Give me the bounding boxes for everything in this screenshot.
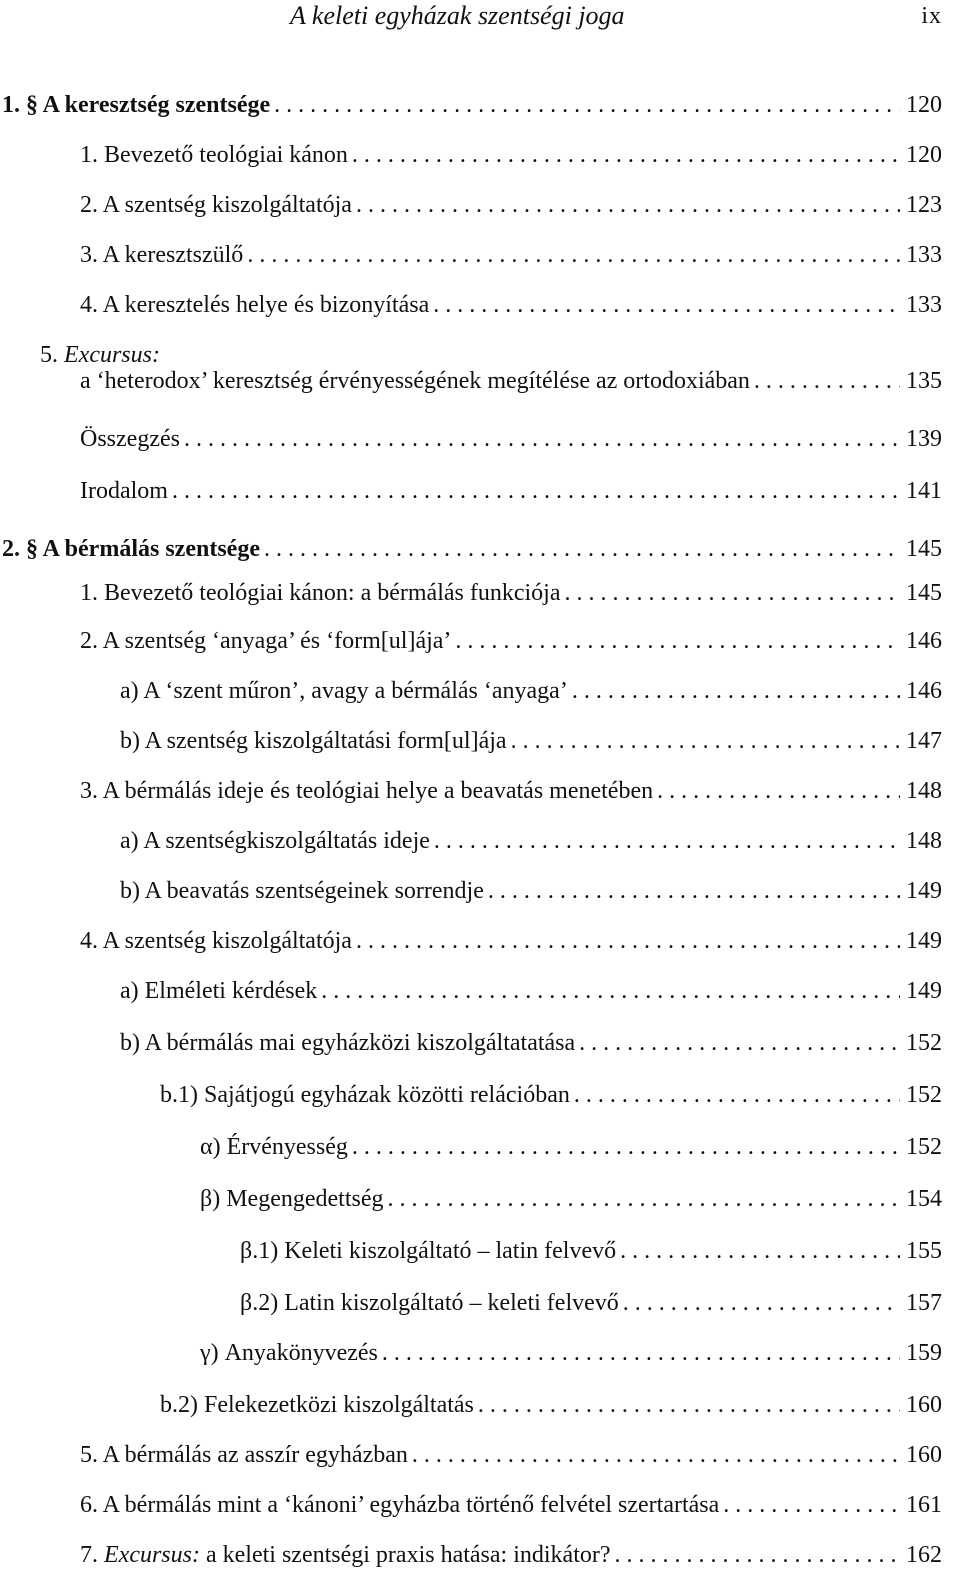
toc-entry-label: 2. § A bérmálás szentsége (2, 536, 260, 562)
toc-page-number: 147 (906, 728, 942, 754)
toc-entry-label: b) A bérmálás mai egyházközi kiszolgáltatatása (120, 1030, 576, 1056)
toc-entry[interactable] (0, 1026, 960, 1060)
toc-leader-dots (455, 624, 900, 658)
toc-entry-label: α) Érvényesség (200, 1134, 348, 1160)
toc-page-number: 160 (906, 1392, 942, 1418)
toc-entry-row (80, 288, 942, 322)
toc-page-number: 152 (906, 1082, 942, 1108)
toc-entry[interactable] (0, 532, 960, 566)
toc-leader-dots (321, 974, 900, 1008)
toc-leader-dots (352, 1130, 900, 1164)
toc-entry[interactable] (0, 1438, 960, 1472)
toc-page-number: 148 (906, 778, 942, 804)
toc-entry-row (80, 1438, 942, 1472)
toc-entry[interactable] (0, 974, 960, 1008)
toc-leader-dots (574, 1078, 900, 1112)
toc-entry-label: a) Elméleti kérdések (120, 978, 318, 1004)
toc-entry-label: 3. A bérmálás ideje és teológiai helye a beavatás menetében (80, 778, 654, 804)
toc-entry-row (80, 624, 942, 658)
toc-page-number: 146 (906, 678, 942, 704)
toc-entry[interactable] (0, 188, 960, 222)
toc-entry[interactable] (0, 576, 960, 610)
toc-entry-row (120, 824, 942, 858)
toc-entry-label: β.1) Keleti kiszolgáltató – latin felvevő (240, 1238, 617, 1264)
toc-entry[interactable] (0, 1336, 960, 1370)
toc-entry-row (80, 576, 942, 610)
toc-entry-label: 5. A bérmálás az asszír egyházban (80, 1442, 408, 1468)
toc-leader-dots (387, 1182, 900, 1216)
toc-entry-row (2, 532, 942, 566)
toc-page-number: 152 (906, 1134, 942, 1160)
toc-entry[interactable] (0, 624, 960, 658)
toc-leader-dots (615, 1538, 900, 1572)
toc-entry[interactable] (0, 288, 960, 322)
toc-leader-dots (264, 532, 900, 566)
toc-leader-dots (172, 474, 900, 508)
toc-entry-label: 6. A bérmálás mint a ‘kánoni’ egyházba történő felvétel szertartása (80, 1492, 720, 1518)
toc-page-number: 149 (906, 878, 942, 904)
toc-entry-row (80, 238, 942, 272)
toc-page-number: 145 (906, 580, 942, 606)
toc-page-number: 133 (906, 242, 942, 268)
toc-leader-dots (623, 1286, 900, 1320)
toc-entry[interactable] (0, 1130, 960, 1164)
toc-leader-dots (754, 364, 900, 398)
toc-entry-row (120, 1026, 942, 1060)
toc-entry-label: a) A ‘szent műron’, avagy a bérmálás ‘anyaga’ (120, 678, 568, 704)
toc-entry-row (2, 88, 942, 122)
toc-entry-label: a ‘heterodox’ keresztség érvényességének megítélése az ortodoxiában (80, 368, 750, 394)
toc-entry-label: β.2) Latin kiszolgáltató – keleti felvevő (240, 1290, 619, 1316)
toc-leader-dots (434, 824, 900, 858)
toc-entry-label: γ) Anyakönyvezés (200, 1340, 378, 1366)
toc-entry-row (240, 1234, 942, 1268)
toc-entry[interactable] (0, 422, 960, 456)
toc-entry-label: 4. A keresztelés helye és bizonyítása (80, 292, 430, 318)
toc-entry[interactable] (0, 924, 960, 958)
toc-page-number: 157 (906, 1290, 942, 1316)
toc-entry-row (200, 1336, 942, 1370)
excursus-heading-italic: Excursus: (64, 342, 160, 368)
toc-page-number: 120 (906, 92, 942, 118)
toc-page-number: 135 (906, 368, 942, 394)
toc-page-number: 152 (906, 1030, 942, 1056)
toc-page-number: 141 (906, 478, 942, 504)
toc-entry[interactable] (0, 1286, 960, 1320)
toc-entry-label: Összegzés (80, 426, 180, 452)
toc-entry-row (80, 422, 942, 456)
toc-entry-label: β) Megengedettség (200, 1186, 384, 1212)
toc-entry-row (80, 1538, 942, 1572)
toc-entry[interactable] (0, 1538, 960, 1572)
running-title: A keleti egyházak szentségi joga (290, 1, 625, 30)
toc-entry-label: b.2) Felekezetközi kiszolgáltatás (160, 1392, 474, 1418)
toc-leader-dots (488, 874, 900, 908)
toc-entry-label-italic: Excursus: (104, 1542, 200, 1568)
toc-entry-row (120, 724, 942, 758)
toc-leader-dots (356, 924, 900, 958)
toc-entry-label: 2. A szentség ‘anyaga’ és ‘form[ul]ája’ (80, 628, 452, 654)
toc-entry-row (200, 1130, 942, 1164)
running-header (0, 0, 960, 40)
toc-page-number: 146 (906, 628, 942, 654)
toc-leader-dots (356, 188, 900, 222)
toc-entry[interactable] (0, 774, 960, 808)
toc-entry-label: 2. A szentség kiszolgáltatója (80, 192, 352, 218)
toc-entry-label-text: a keleti szentségi praxis hatása: indikátor? (199, 1542, 611, 1568)
toc-leader-dots (657, 774, 900, 808)
toc-entry[interactable] (0, 364, 960, 398)
toc-entry[interactable] (0, 824, 960, 858)
toc-entry-row (160, 1388, 942, 1422)
toc-leader-dots (565, 576, 901, 610)
toc-page-number: 149 (906, 978, 942, 1004)
toc-entry[interactable] (0, 1182, 960, 1216)
toc-entry[interactable] (0, 88, 960, 122)
toc-leader-dots (412, 1438, 900, 1472)
toc-entry-row (80, 188, 942, 222)
toc-leader-dots (579, 1026, 900, 1060)
toc-entry-label (80, 1538, 611, 1572)
toc-entry-row (240, 1286, 942, 1320)
toc-entry-label: a) A szentségkiszolgáltatás ideje (120, 828, 430, 854)
toc-entry-label: 3. A keresztszülő (80, 242, 244, 268)
toc-entry-label: 1. § A keresztség szentsége (2, 92, 271, 118)
toc-entry[interactable] (0, 138, 960, 172)
excursus-heading-prefix: 5. (40, 342, 64, 368)
toc-leader-dots (723, 1488, 900, 1522)
toc-entry[interactable] (0, 238, 960, 272)
toc-entry-row (120, 874, 942, 908)
toc-entry[interactable] (0, 674, 960, 708)
toc-page-number: 159 (906, 1340, 942, 1366)
toc-entry-label-prefix: 7. (80, 1542, 104, 1568)
toc-page-number: 123 (906, 192, 942, 218)
toc-entry[interactable] (0, 1488, 960, 1522)
toc-entry-row (120, 974, 942, 1008)
page-folio: ix (921, 3, 942, 29)
toc-entry[interactable] (0, 1234, 960, 1268)
toc-entry-row (80, 474, 942, 508)
toc-page-number: 145 (906, 536, 942, 562)
toc-entry[interactable] (0, 1078, 960, 1112)
toc-leader-dots (478, 1388, 900, 1422)
toc-entry-row (80, 138, 942, 172)
toc-entry-label: b.1) Sajátjogú egyházak közötti relációban (160, 1082, 570, 1108)
toc-page-number: 148 (906, 828, 942, 854)
toc-page-number: 139 (906, 426, 942, 452)
toc-leader-dots (274, 88, 900, 122)
toc-entry-label: b) A beavatás szentségeinek sorrendje (120, 878, 484, 904)
toc-page-number: 120 (906, 142, 942, 168)
toc-entry-row (80, 364, 942, 398)
toc-page-number: 149 (906, 928, 942, 954)
toc-leader-dots (352, 138, 900, 172)
toc-entry-label: 4. A szentség kiszolgáltatója (80, 928, 352, 954)
toc-leader-dots (184, 422, 900, 456)
toc-page-number: 154 (906, 1186, 942, 1212)
toc-page-number: 161 (906, 1492, 942, 1518)
toc-leader-dots (620, 1234, 900, 1268)
toc-entry-row (120, 674, 942, 708)
toc-entry-label: 1. Bevezető teológiai kánon: a bérmálás funkciója (80, 580, 561, 606)
toc-page-number: 155 (906, 1238, 942, 1264)
toc-leader-dots (572, 674, 900, 708)
toc-entry-row (160, 1078, 942, 1112)
toc-entry[interactable] (0, 474, 960, 508)
toc-entry[interactable] (0, 874, 960, 908)
toc-entry-row (80, 774, 942, 808)
toc-entry-label: Irodalom (80, 478, 168, 504)
toc-entry-row (80, 1488, 942, 1522)
toc-page-number: 160 (906, 1442, 942, 1468)
toc-entry-row (200, 1182, 942, 1216)
toc-leader-dots (433, 288, 900, 322)
toc-page-number: 162 (906, 1542, 942, 1568)
toc-page-number: 133 (906, 292, 942, 318)
toc-entry-label: b) A szentség kiszolgáltatási form[ul]ája (120, 728, 507, 754)
toc-entry-row (80, 924, 942, 958)
toc-leader-dots (511, 724, 900, 758)
toc-entry[interactable] (0, 724, 960, 758)
toc-entry[interactable] (0, 1388, 960, 1422)
toc-leader-dots (247, 238, 900, 272)
toc-entry-label: 1. Bevezető teológiai kánon (80, 142, 348, 168)
toc-leader-dots (382, 1336, 900, 1370)
